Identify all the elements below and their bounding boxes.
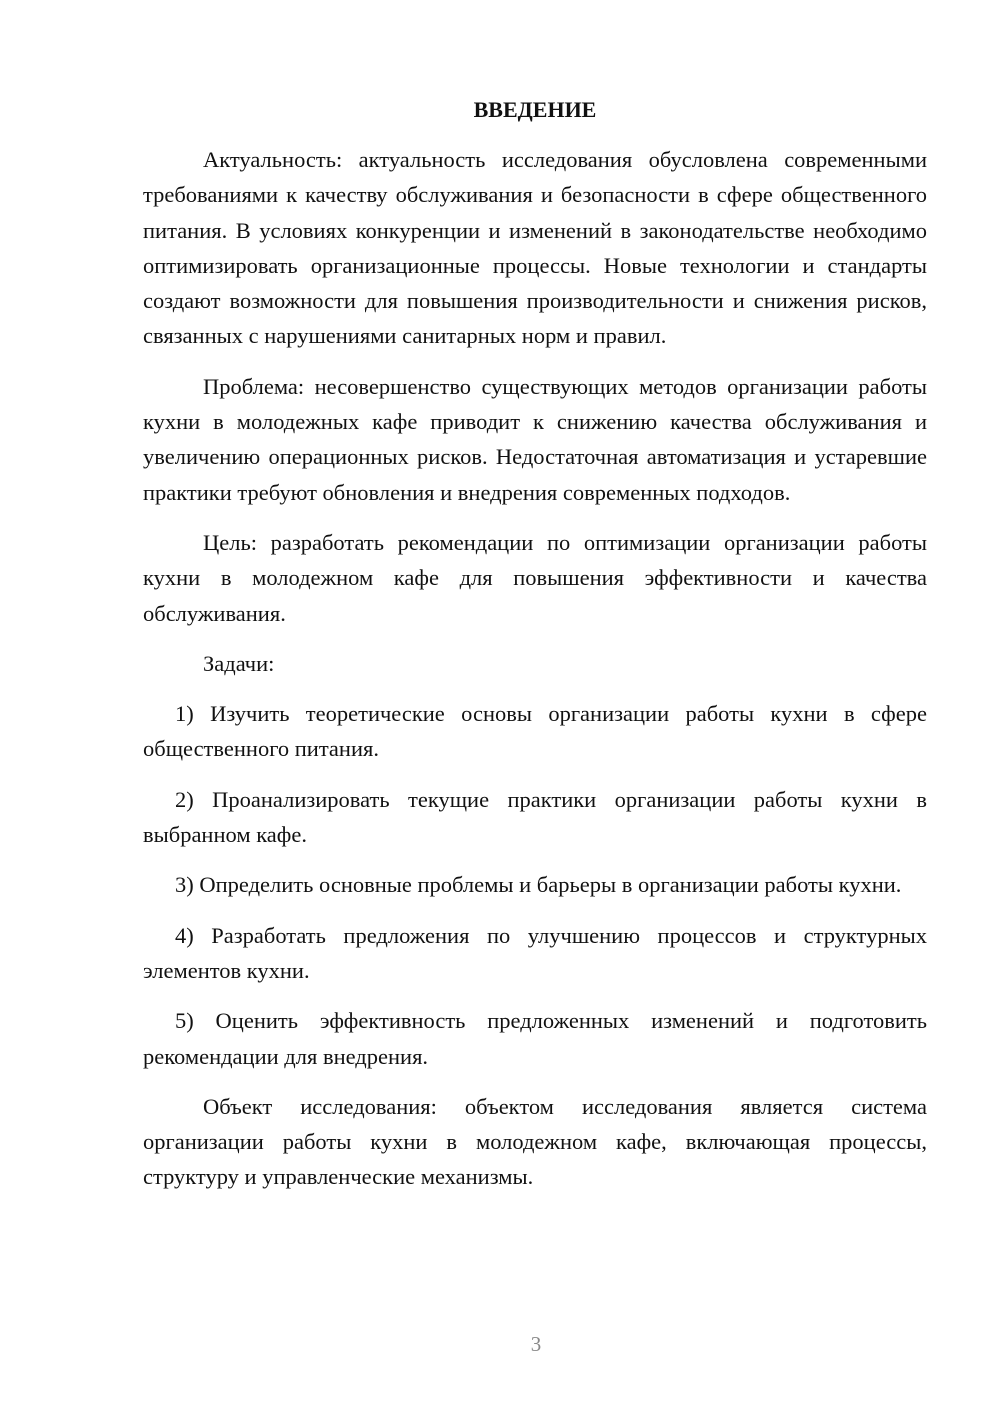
page-content [143, 92, 927, 1210]
task-item-1: 1) Изучить теоретические основы организации работы кухни в сфере общественного питания. [143, 701, 927, 762]
paragraph-object: Объект исследования: объектом исследования является система организации работы кухни в молодежном кафе, включающая процессы, структуру и управленческие механизмы. [143, 1093, 927, 1190]
task-item-5: 5) Оценить эффективность предложенных изменений и подготовить рекомендации для внедрения. [143, 1008, 927, 1069]
paragraph-relevance: Актуальность: актуальность исследования обусловлена современными требованиями к качеству обслуживания и безопасности в сфере общественного питания. В условиях конкуренции и изменений в законодательстве необходимо оптимизировать организационные процессы. Новые технологии и стандарты создают возможности для повышения производительности и снижения рисков, связанных с нарушениями санитарных норм и правил. [143, 147, 927, 349]
paragraph-goal: Цель: разработать рекомендации по оптимизации организации работы кухни в молодежном кафе для повышения эффективности и качества обслуживания. [143, 529, 927, 626]
page-number: 3 [530, 1332, 542, 1356]
paragraph-tasks-label: Задачи: [203, 650, 275, 676]
task-item-4: 4) Разработать предложения по улучшению процессов и структурных элементов кухни. [143, 922, 927, 983]
task-item-3: 3) Определить основные проблемы и барьеры в организации работы кухни. [175, 872, 902, 898]
paragraph-problem: Проблема: несовершенство существующих методов организации работы кухни в молодежных кафе приводит к снижению качества обслуживания и увеличению операционных рисков. Недостаточная автоматизация и устаревшие практики требуют обновления и внедрения современных подходов. [143, 373, 927, 505]
task-item-2: 2) Проанализировать текущие практики организации работы кухни в выбранном кафе. [143, 786, 927, 848]
section-heading: ВВЕДЕНИЕ [473, 97, 597, 122]
